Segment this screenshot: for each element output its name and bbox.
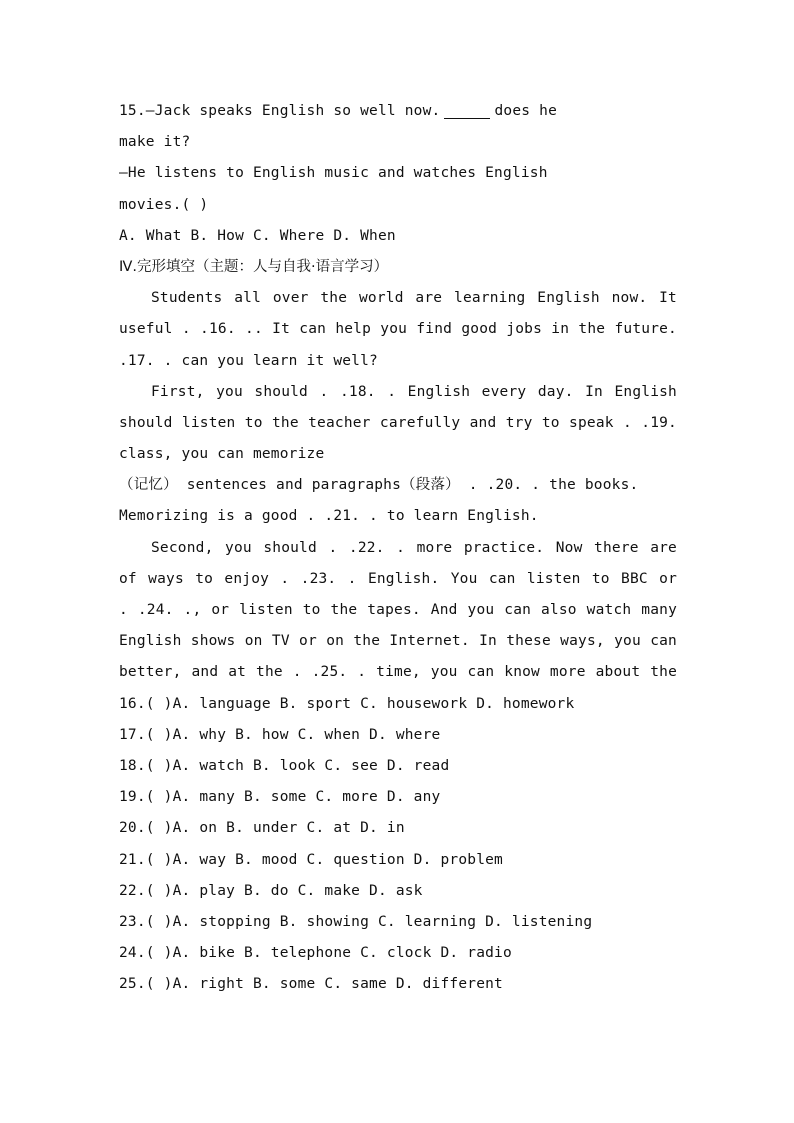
passage-line: English shows on TV or on the Internet. In these ways, you can bbox=[119, 633, 677, 650]
q15-text-end: does he bbox=[494, 103, 557, 119]
passage-line: .17. . can you learn it well? bbox=[119, 352, 378, 369]
question-row: 23.( )A. stopping B. showing C. learning D. listening bbox=[119, 913, 593, 930]
question-row: 19.( )A. many B. some C. more D. any bbox=[119, 789, 441, 806]
section-title: Ⅳ.完形填空（主题：人与自我·语言学习） bbox=[119, 258, 389, 275]
question-row: 18.( )A. watch B. look C. see D. read bbox=[119, 757, 450, 774]
q15-options: A. What B. How C. Where D. When bbox=[119, 227, 396, 244]
question-row: 22.( )A. play B. do C. make D. ask bbox=[119, 882, 423, 899]
q15-blank bbox=[444, 104, 490, 119]
question-row: 25.( )A. right B. some C. same D. different bbox=[119, 976, 503, 993]
passage-line: （记忆） sentences and paragraphs（段落） . .20. . the books. bbox=[119, 477, 639, 494]
passage-line: Students all over the world are learning English now. It bbox=[151, 290, 677, 307]
passage-line: of ways to enjoy . .23. . English. You can listen to BBC or bbox=[119, 570, 677, 587]
worksheet-page bbox=[119, 96, 677, 1000]
passage-line: First, you should . .18. . English every day. In English bbox=[151, 383, 677, 400]
passage-line: better, and at the . .25. . time, you can know more about the bbox=[119, 664, 677, 681]
question-row: 21.( )A. way B. mood C. question D. problem bbox=[119, 851, 503, 868]
passage-line: should listen to the teacher carefully and try to speak . .19. bbox=[119, 414, 677, 431]
q15-text: 15.—Jack speaks English so well now. bbox=[119, 103, 441, 119]
question-row: 17.( )A. why B. how C. when D. where bbox=[119, 726, 441, 743]
passage-line: class, you can memorize bbox=[119, 446, 325, 463]
q15-line-2: make it? bbox=[119, 134, 191, 151]
passage-line: . .24. ., or listen to the tapes. And you can also watch many bbox=[119, 602, 677, 618]
question-row: 24.( )A. bike B. telephone C. clock D. radio bbox=[119, 945, 512, 962]
q15-line-3: —He listens to English music and watches English bbox=[119, 165, 548, 182]
q15-line-1 bbox=[119, 96, 677, 127]
question-row: 20.( )A. on B. under C. at D. in bbox=[119, 820, 405, 837]
q15-line-4: movies.( ) bbox=[119, 196, 209, 213]
passage-line: Second, you should . .22. . more practice. Now there are bbox=[151, 539, 677, 556]
question-row: 16.( )A. language B. sport C. housework D. homework bbox=[119, 695, 575, 712]
passage-line: Memorizing is a good . .21. . to learn English. bbox=[119, 508, 539, 525]
passage-line: useful . .16. .. It can help you find good jobs in the future. bbox=[119, 321, 677, 338]
